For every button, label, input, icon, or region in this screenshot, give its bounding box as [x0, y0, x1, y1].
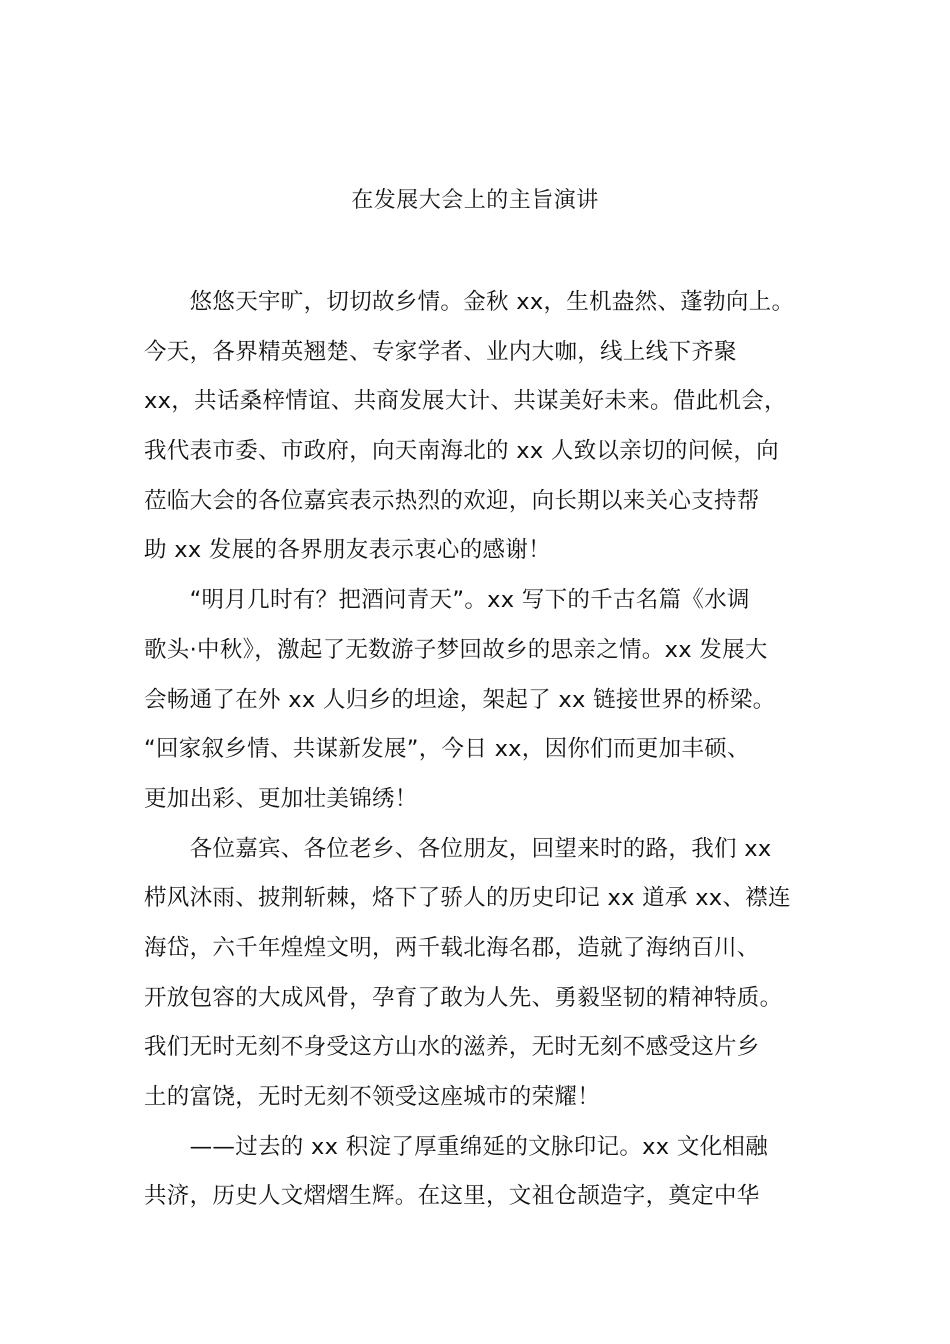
- text-line: 栉风沐雨、披荆斩棘，烙下了骄人的历史印记 xx 道承 xx、襟连: [144, 885, 791, 912]
- text-line: ——过去的 xx 积淀了厚重绵延的文脉印记。xx 文化相融: [144, 1133, 769, 1160]
- text-line: 歌头·中秋》，激起了无数游子梦回故乡的思亲之情。xx 发展大: [144, 636, 768, 663]
- text-line: “明月几时有？把酒问青天”。xx 写下的千古名篇《水调: [144, 587, 750, 614]
- text-line: 各位嘉宾、各位老乡、各位朋友，回望来时的路，我们 xx: [144, 835, 772, 862]
- text-line: 会畅通了在外 xx 人归乡的坦途，架起了 xx 链接世界的桥梁。: [144, 686, 776, 713]
- text-line: 我代表市委、市政府，向天南海北的 xx 人致以亲切的问候，向: [144, 438, 779, 465]
- text-line: 更加出彩、更加壮美锦绣！: [144, 785, 418, 812]
- text-line: 海岱，六千年煌煌文明，两千载北海名郡，造就了海纳百川、: [144, 934, 760, 961]
- text-line: 悠悠天宇旷，切切故乡情。金秋 xx，生机盎然、蓬勃向上。: [144, 289, 795, 315]
- text-line: 莅临大会的各位嘉宾表示热烈的欢迎，向长期以来关心支持帮: [144, 487, 760, 514]
- text-line: “回家叙乡情、共谋新发展”，今日 xx，因你们而更加丰硕、: [144, 736, 750, 763]
- text-line: xx，共话桑梓情谊、共商发展大计、共谋美好未来。借此机会，: [144, 388, 787, 415]
- text-line: 土的富饶，无时无刻不领受这座城市的荣耀！: [144, 1084, 601, 1110]
- document-body: [144, 278, 806, 1222]
- text-line: 共济，历史人文熠熠生辉。在这里，文祖仓颉造字，奠定中华: [144, 1183, 760, 1210]
- text-line: 今天，各界精英翘楚、专家学者、业内大咖，线上线下齐聚: [144, 338, 737, 365]
- text-line: 助 xx 发展的各界朋友表示衷心的感谢！: [144, 537, 551, 564]
- document-title: 在发展大会上的主旨演讲: [351, 188, 599, 213]
- text-line: 我们无时无刻不身受这方山水的滋养，无时无刻不感受这片乡: [144, 1034, 760, 1061]
- text-line: 开放包容的大成风骨，孕育了敢为人先、勇毅坚韧的精神特质。: [144, 984, 783, 1011]
